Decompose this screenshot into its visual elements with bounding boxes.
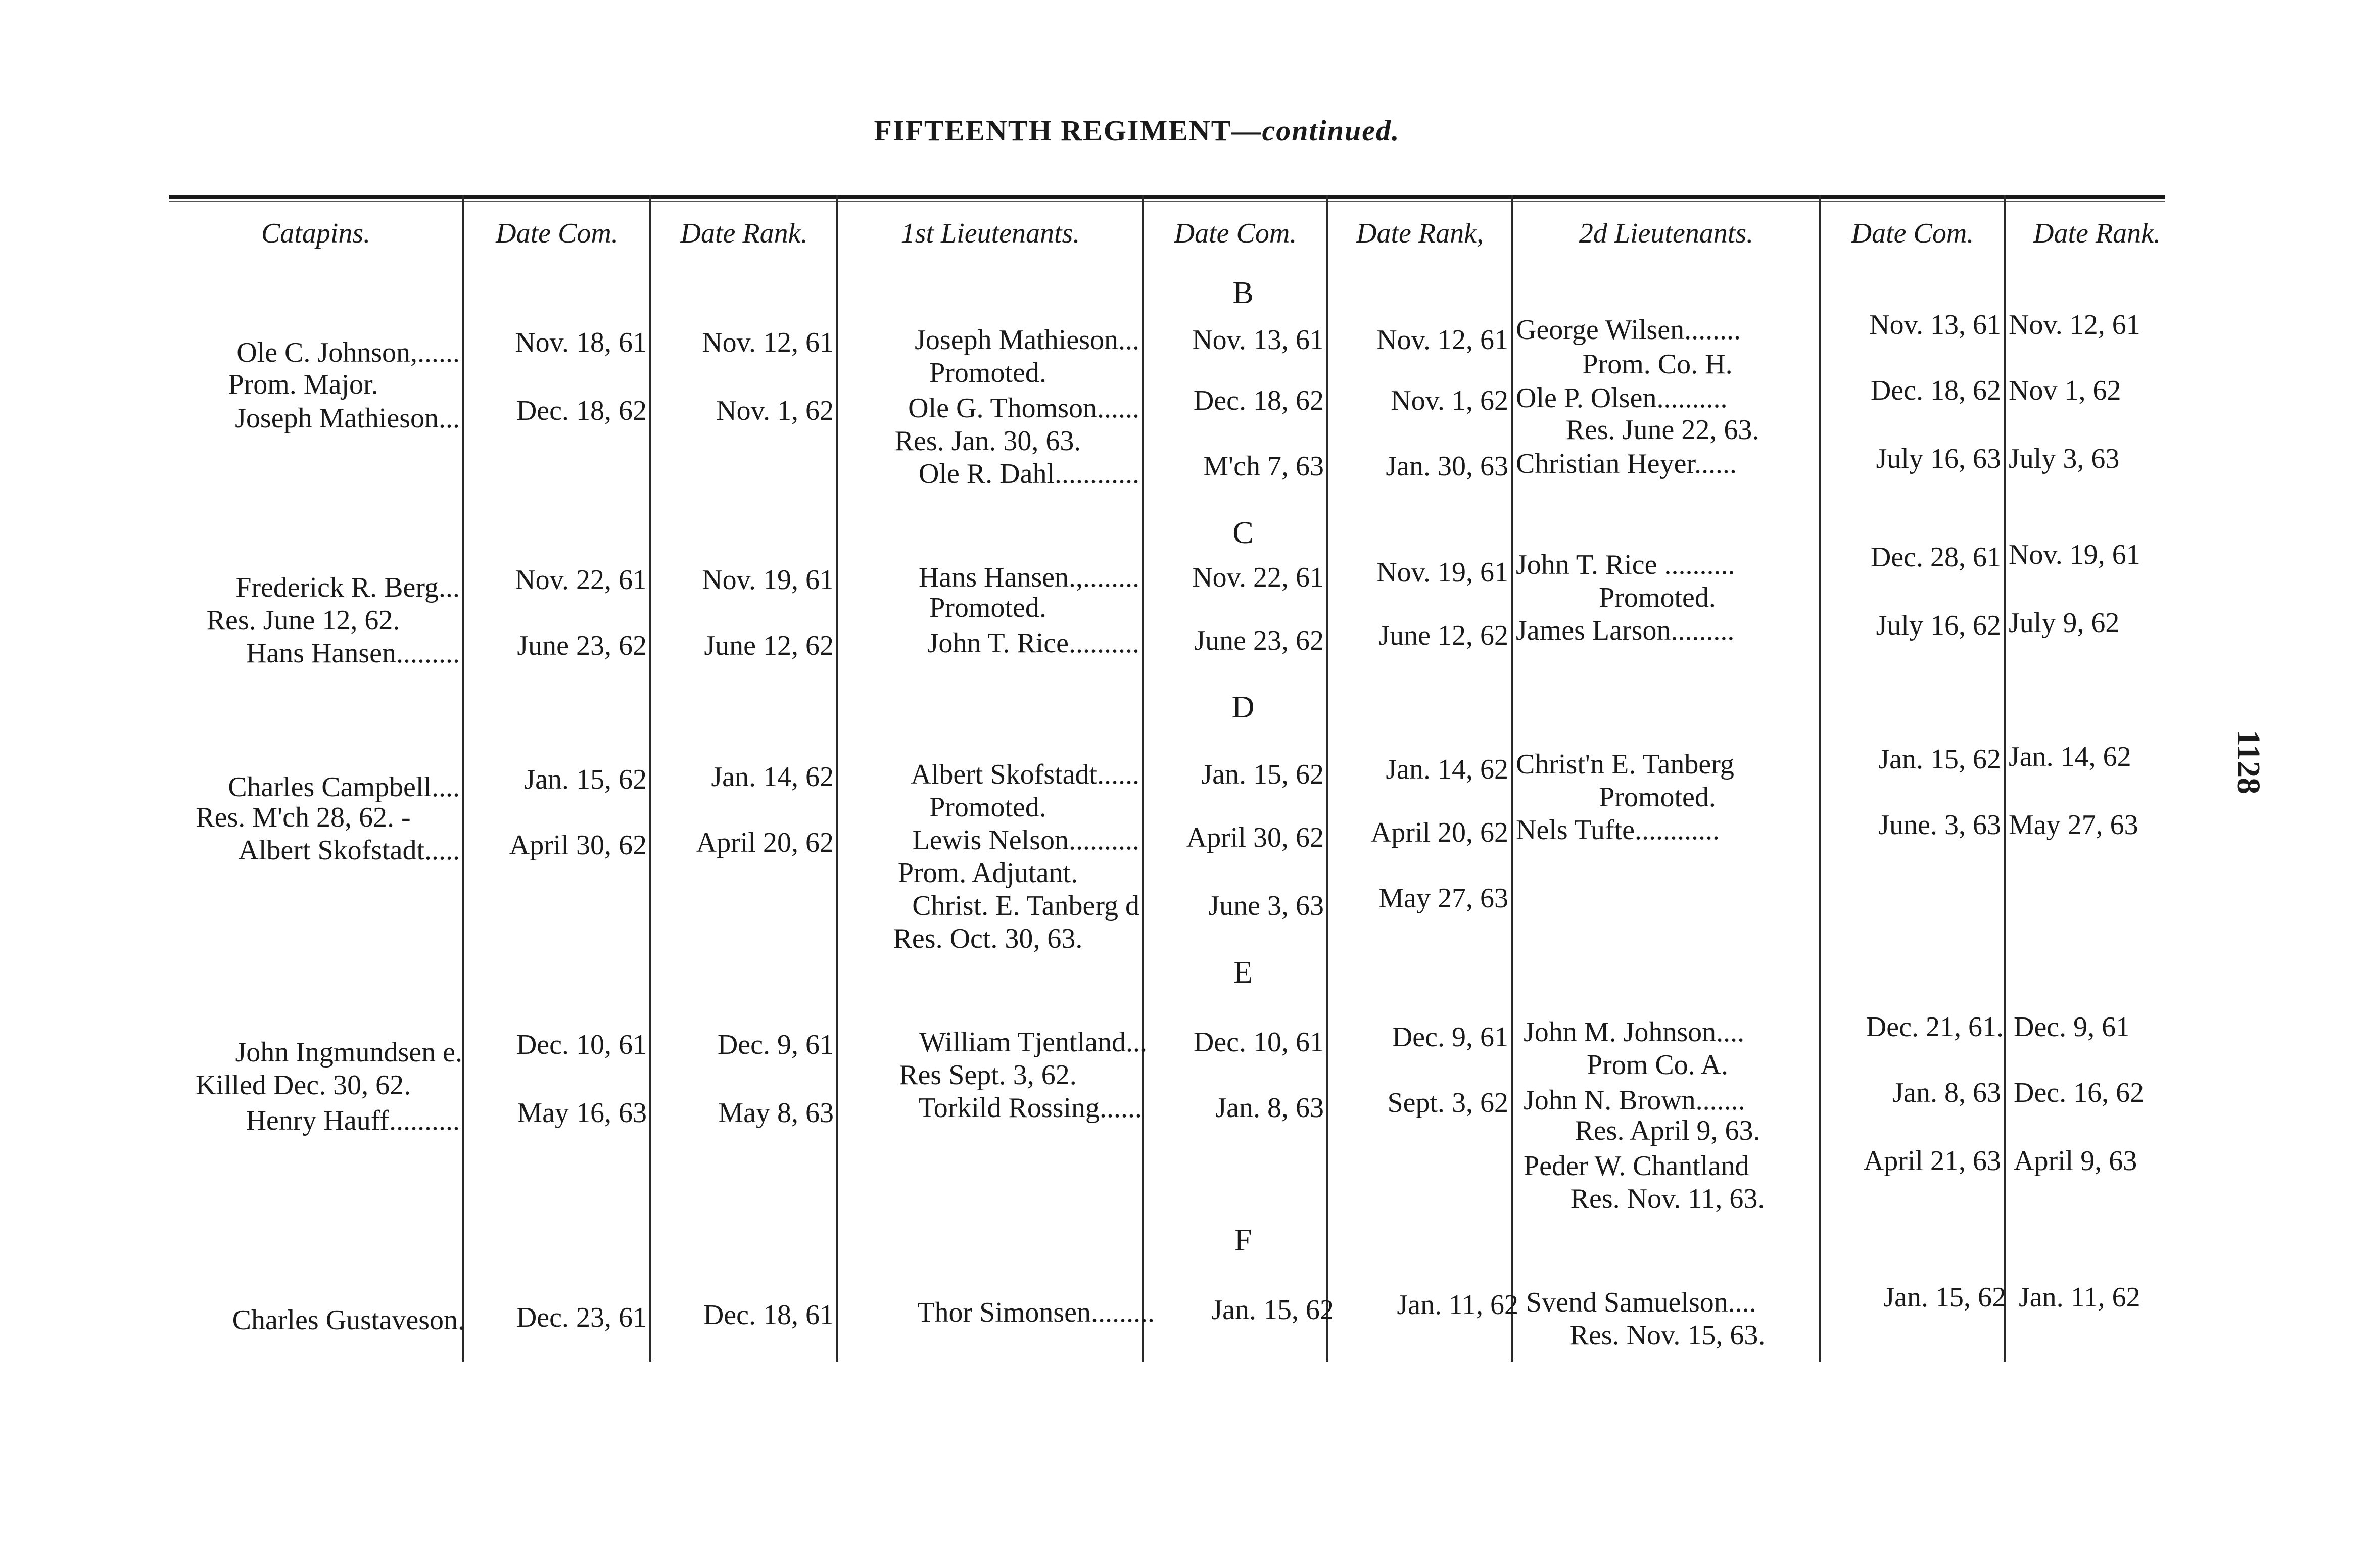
lt1-date-com: Nov. 22, 61 [1192,562,1324,593]
lt1-date-com: Jan. 15, 62 [1201,759,1324,790]
lt1-name: Lewis Nelson.......... [912,825,1139,856]
captain-date-rank: Dec. 18, 61 [703,1299,834,1331]
lt1-date-rank: Dec. 9, 61 [1392,1022,1508,1053]
column-divider [1511,195,1513,1362]
captain-name: John Ingmundsen e. [235,1037,462,1068]
lt2-note: Res. June 22, 63. [1565,414,1759,446]
column-divider [1142,195,1144,1362]
lt2-name: James Larson......... [1516,615,1735,646]
lt1-date-com: Jan. 15, 62 [1211,1294,1334,1326]
captain-date-rank: Jan. 14, 62 [711,761,834,793]
lt1-date-com: April 30, 62 [1186,822,1324,853]
lt1-date-com: Nov. 13, 61 [1192,324,1324,356]
captain-date-com: April 30, 62 [509,830,647,861]
lt2-name: Svend Samuelson.... [1526,1287,1756,1318]
lt2-name: Ole P. Olsen.......... [1516,382,1728,414]
captain-date-com: Nov. 18, 61 [515,327,647,358]
header-captains: Catapins. [261,218,371,249]
lt1-date-com: Jan. 8, 63 [1215,1092,1324,1124]
lt2-date-rank: Nov 1, 62 [2009,375,2121,406]
lt2-note: Res. Nov. 15, 63. [1569,1320,1766,1351]
lt1-date-rank: April 20, 62 [1370,817,1508,848]
lt1-date-com: M'ch 7, 63 [1203,451,1324,482]
lt2-date-rank: Dec. 9, 61 [2014,1011,2130,1043]
lt2-note: Promoted. [1599,782,1716,813]
header-date-rank: Date Rank. [2033,218,2161,249]
lt1-note: Res. Oct. 30, 63. [893,923,1083,954]
title-main: FIFTEENTH REGIMENT [874,114,1232,147]
captain-note: Res. M'ch 28, 62. - [196,802,411,833]
captain-date-com: May 16, 63 [517,1097,647,1129]
lt2-name: John N. Brown....... [1524,1085,1745,1116]
lt2-date-rank: Jan. 14, 62 [2009,741,2131,772]
lt1-date-rank: Nov. 19, 61 [1376,557,1508,588]
company-letter: E [1233,955,1253,990]
column-divider [1819,195,1821,1362]
captain-date-rank: Nov. 19, 61 [702,564,834,596]
lt1-name: Albert Skofstadt...... [911,759,1139,790]
lt1-name: Ole R. Dahl............ [918,458,1139,490]
captain-name: Albert Skofstadt..... [238,835,460,866]
header-date-com: Date Com. [496,218,618,249]
lt2-note: Res. Nov. 11, 63. [1570,1183,1765,1215]
lt1-name: John T. Rice.......... [927,627,1139,659]
captain-name: Henry Hauff.......... [246,1105,460,1136]
lt1-note: Promoted. [929,592,1046,623]
lt1-date-rank: Sept. 3, 62 [1387,1087,1508,1119]
lt1-name: Torkild Rossing...... [918,1092,1142,1124]
lt2-date-com: June. 3, 63 [1878,809,2001,841]
captain-date-com: Dec. 18, 62 [516,395,647,426]
captain-date-rank: April 20, 62 [696,827,834,858]
lt2-date-com: Jan. 15, 62 [1883,1282,2006,1313]
captain-name: Frederick R. Berg... [235,572,460,603]
lt1-date-rank: Nov. 1, 62 [1391,385,1508,416]
lt2-date-com: Jan. 8, 63 [1892,1077,2001,1108]
captain-date-com: Jan. 15, 62 [524,764,647,795]
company-letter: D [1231,690,1255,724]
captain-name: Charles Gustaveson. [232,1304,465,1336]
lt1-note: Promoted. [929,357,1046,389]
header-date-com: Date Com. [1174,218,1297,249]
captain-date-com: Nov. 22, 61 [515,564,647,596]
header-date-com: Date Com. [1851,218,1974,249]
lt1-note: Res Sept. 3, 62. [899,1059,1077,1091]
column-divider [649,195,651,1362]
lt1-date-rank: Jan. 30, 63 [1386,451,1508,482]
lt2-date-rank: Jan. 11, 62 [2019,1282,2140,1313]
lt2-name: Nels Tufte............ [1516,814,1720,846]
lt2-date-com: Nov. 13, 61 [1869,309,2001,341]
lt1-name: Joseph Mathieson... [915,324,1139,356]
lt2-date-com: Dec. 28, 61 [1870,542,2001,573]
lt1-note: Promoted. [929,792,1046,823]
company-letter: F [1234,1223,1252,1257]
lt2-date-rank: July 3, 63 [2009,443,2120,474]
lt2-name: John M. Johnson.... [1524,1016,1745,1048]
header-2d-lieutenants: 2d Lieutenants. [1579,218,1754,249]
lt2-date-com: July 16, 63 [1876,443,2001,474]
lt1-date-com: Dec. 18, 62 [1193,385,1324,416]
lt1-name: Hans Hansen.,........ [918,562,1139,593]
lt2-date-com: Jan. 15, 62 [1878,744,2001,775]
lt1-note: Res. Jan. 30, 63. [894,425,1081,457]
captain-date-com: June 23, 62 [517,630,647,661]
lt2-name: George Wilsen........ [1516,314,1741,346]
header-date-rank: Date Rank. [680,218,808,249]
column-divider [1326,195,1328,1362]
lt2-name: Peder W. Chantland [1524,1150,1749,1182]
lt1-name: Christ. E. Tanberg d [912,890,1139,922]
lt1-date-com: June 3, 63 [1208,890,1324,922]
page-title [758,114,1516,148]
lt1-name: Thor Simonsen......... [917,1297,1155,1328]
lt2-note: Prom Co. A. [1586,1049,1729,1081]
company-letter: C [1232,516,1254,550]
column-divider [2004,195,2006,1362]
company-letter: B [1232,276,1254,310]
lt2-date-rank: April 9, 63 [2014,1145,2137,1177]
lt2-date-com: Dec. 21, 61. [1866,1011,2004,1043]
lt2-date-rank: July 9, 62 [2009,607,2120,639]
lt1-date-com: June 23, 62 [1194,625,1324,656]
captain-date-com: Dec. 23, 61 [516,1302,647,1333]
captain-date-com: Dec. 10, 61 [516,1029,647,1060]
lt1-date-rank: May 27, 63 [1378,883,1508,914]
captain-name: Joseph Mathieson... [235,403,460,434]
lt1-date-rank: June 12, 62 [1378,620,1508,651]
lt2-date-rank: May 27, 63 [2009,809,2138,841]
lt2-date-com: April 21, 63 [1863,1145,2001,1177]
captain-note: Prom. Major. [228,369,378,400]
lt2-date-com: Dec. 18, 62 [1870,375,2001,406]
lt1-name: William Tjentland... [919,1027,1147,1058]
lt1-date-rank: Jan. 14, 62 [1386,754,1508,785]
lt1-name: Ole G. Thomson...... [908,393,1139,424]
column-divider [462,195,464,1362]
header-date-rank: Date Rank, [1356,218,1484,249]
captain-date-rank: Dec. 9, 61 [717,1029,834,1060]
captain-date-rank: May 8, 63 [718,1097,834,1129]
header-1st-lieutenants: 1st Lieutenants. [900,218,1080,249]
captain-name: Hans Hansen......... [246,638,460,669]
captain-note: Killed Dec. 30, 62. [195,1070,411,1101]
captain-note: Res. June 12, 62. [206,605,400,636]
lt2-note: Promoted. [1599,582,1716,613]
captain-name: Charles Campbell.... [228,771,460,803]
lt2-name: Christ'n E. Tanberg [1516,749,1734,780]
lt2-date-com: July 16, 62 [1876,610,2001,641]
top-rule [169,195,2165,199]
lt2-date-rank: Nov. 19, 61 [2009,539,2140,570]
lt2-name: John T. Rice .......... [1516,549,1735,580]
lt2-note: Res. April 9, 63. [1575,1115,1760,1146]
top-rule-thin [169,201,2165,202]
title-continued: —continued. [1231,114,1400,147]
lt2-name: Christian Heyer...... [1516,448,1737,479]
captain-date-rank: Nov. 1, 62 [716,395,834,426]
lt1-date-rank: Nov. 12, 61 [1376,324,1508,356]
page-number: 1128 [2230,729,2267,795]
lt1-note: Prom. Adjutant. [897,857,1078,889]
captain-name: Ole C. Johnson,...... [236,337,460,368]
captain-date-rank: Nov. 12, 61 [702,327,834,358]
captain-date-rank: June 12, 62 [704,630,834,661]
lt2-date-rank: Nov. 12, 61 [2009,309,2140,341]
lt1-date-com: Dec. 10, 61 [1193,1027,1324,1058]
lt2-date-rank: Dec. 16, 62 [2014,1077,2145,1108]
lt2-note: Prom. Co. H. [1582,349,1733,380]
lt1-date-rank: Jan. 11, 62 [1397,1289,1518,1321]
